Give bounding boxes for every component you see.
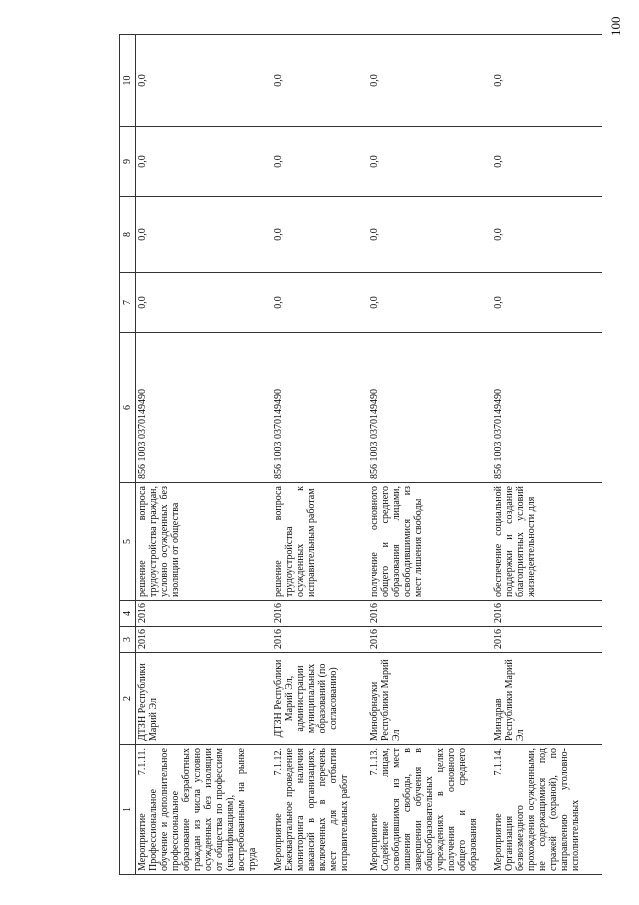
budget-code-cell: 856 1003 0370149490 — [492, 333, 602, 483]
start-year-cell: 2016 — [136, 627, 272, 653]
budget-code-cell: 856 1003 0370149490 — [368, 333, 492, 483]
end-year-cell: 2016 — [272, 601, 368, 627]
header-cell: 9 — [120, 127, 136, 197]
value-cell: 0,0 — [368, 127, 492, 197]
result-cell: решение вопроса трудоустройства граждан, условно осужденных без изоляции от общества — [136, 483, 272, 601]
table-row — [272, 35, 368, 875]
value-cell: 0,0 — [272, 273, 368, 333]
value-cell: 0,0 — [136, 127, 272, 197]
start-year-cell: 2016 — [272, 627, 368, 653]
value-cell: 0,0 — [136, 35, 272, 127]
executor-cell: ДТЗН Республики Марий Эл, администрации муниципальных образований (по согласованию) — [272, 653, 368, 745]
end-year-cell: 2016 — [136, 601, 272, 627]
header-cell: 5 — [120, 483, 136, 601]
executor-cell: Минздрав Республики Марий Эл — [492, 653, 602, 745]
header-cell: 7 — [120, 273, 136, 333]
budget-code-cell: 856 1003 0370149490 — [272, 333, 368, 483]
table-row — [368, 35, 492, 875]
measure-cell: Мероприятие 7.1.11. Профессиональное обучение и дополнительное профессиональное образование безработных граждан из числа условно осужденных без изоляции от общества по профессиям (квалификациям), востребованным на рынке труда — [136, 745, 272, 875]
header-cell: 10 — [120, 35, 136, 127]
page-number: 100 — [608, 16, 623, 36]
program-measures-table — [119, 34, 602, 875]
table-row — [492, 35, 602, 875]
measure-cell: Мероприятие 7.1.13. Содействие лицам, освободившимся из мест лишения свободы, в завершении обучения в общеобразовательных учреждениях в целях получения основного общего и среднего образования — [368, 745, 492, 875]
value-cell: 0,0 — [136, 197, 272, 273]
header-cell: 1 — [120, 745, 136, 875]
executor-cell: Минобрнауки Республики Марий Эл — [368, 653, 492, 745]
value-cell: 0,0 — [136, 273, 272, 333]
executor-cell: ДТЗН Республики Марий Эл — [136, 653, 272, 745]
header-cell: 2 — [120, 653, 136, 745]
header-cell: 6 — [120, 333, 136, 483]
value-cell: 0,0 — [272, 197, 368, 273]
value-cell: 0,0 — [272, 35, 368, 127]
budget-code-cell: 856 1003 0370149490 — [136, 333, 272, 483]
measure-cell: Мероприятие 7.1.14. Организация безвозмездного прохождения осужденными, не содержащимися под стражей (охраной), по направлению уголовно-исполнительных — [492, 745, 602, 875]
value-cell: 0,0 — [492, 35, 602, 127]
result-cell: решение вопроса трудоустройства осужденных к исправительным работам — [272, 483, 368, 601]
header-cell: 3 — [120, 627, 136, 653]
result-cell: обеспечение социальной поддержки и создание благоприятных условий жизнедеятельности для — [492, 483, 602, 601]
end-year-cell: 2016 — [492, 601, 602, 627]
value-cell: 0,0 — [272, 127, 368, 197]
end-year-cell: 2016 — [368, 601, 492, 627]
start-year-cell: 2016 — [368, 627, 492, 653]
result-cell: получение основного общего и среднего образования лицами, освободившимися из мест лишения свободы — [368, 483, 492, 601]
start-year-cell: 2016 — [492, 627, 602, 653]
value-cell: 0,0 — [368, 35, 492, 127]
value-cell: 0,0 — [492, 127, 602, 197]
measure-cell: Мероприятие 7.1.12. Ежеквартальное проведение мониторинга наличия вакансий в организациях, включенных в перечень мест для отбытия исправительных работ — [272, 745, 368, 875]
header-cell: 4 — [120, 601, 136, 627]
value-cell: 0,0 — [492, 273, 602, 333]
header-row — [120, 35, 136, 875]
value-cell: 0,0 — [492, 197, 602, 273]
table-row — [136, 35, 272, 875]
value-cell: 0,0 — [368, 197, 492, 273]
header-cell: 8 — [120, 197, 136, 273]
value-cell: 0,0 — [368, 273, 492, 333]
rotated-table-container — [119, 35, 619, 875]
